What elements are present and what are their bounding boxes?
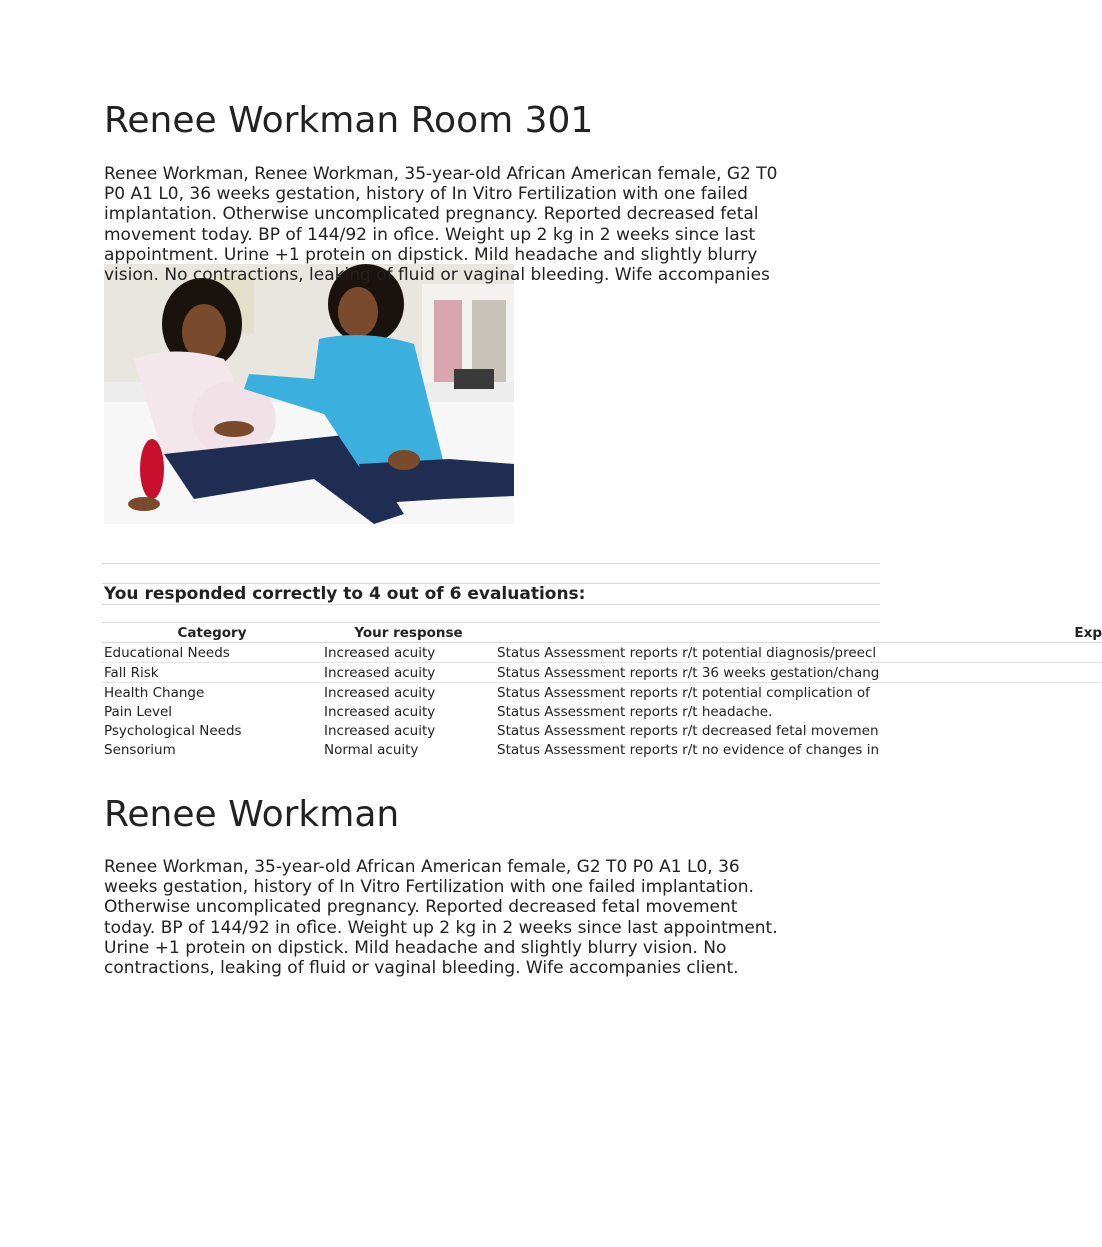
photo-right-face [338,287,378,337]
patient-photo [104,264,514,524]
cell-response: Increased acuity [322,663,495,683]
case-description: Renee Workman, Renee Workman, 35-year-old African American female, G2 T0 P0 A1 L0, 36 weeks gestation, history of In Vitro Fertilization with one failed implantation. Otherwise uncomplicated pregnancy. Reported decreased fetal movement today. BP of 144/92 in ofi̇̀ce. Weight up 2 kg in 2 weeks since last appointment. Urine +1 protein on dipstick. Mild headache and slightly blurry vision. No contractions, leaking of fluid or vaginal bleeding. Wife accompanies [104,164,778,286]
patient-photo-illustration [104,264,514,524]
photo-left-hands [214,421,254,437]
table-row [102,643,1102,663]
table-row [102,740,1102,759]
cell-explanation: Status Assessment reports r/t decreased fetal movemen [497,722,879,739]
cell-category: Educational Needs [102,643,322,663]
cell-explanation: Status Assessment reports r/t potential diagnosis/preecl [495,643,1102,663]
cell-response: Increased acuity [322,643,495,663]
cell-category: Pain Level [104,703,173,720]
cell-response: Increased acuity [324,722,436,739]
table-row [102,663,1102,683]
photo-red-pillow [140,439,164,499]
evaluation-summary: You responded correctly to 4 out of 6 evaluations: [104,584,586,604]
evaluation-table [102,624,1102,759]
photo-cushion [454,369,494,389]
cell-explanation: Status Assessment reports r/t potential complication of [497,684,870,701]
photo-right-hand [388,450,420,470]
case-title-room: Renee Workman Room 301 [104,100,594,141]
table-row [102,683,1102,703]
cell-explanation: Status Assessment reports r/t 36 weeks gestation/chang [495,663,1102,683]
table-row [102,721,1102,740]
cell-response: Increased acuity [324,703,436,720]
cell-category: Psychological Needs [104,722,242,739]
photo-left-face [182,304,226,360]
cell-explanation: Status Assessment reports r/t no evidence of changes in [497,741,880,758]
cell-category: Health Change [104,684,205,701]
photo-left-feet [128,497,160,511]
table-row [102,702,1102,721]
cell-category: Fall Risk [102,663,322,683]
divider-line [102,622,880,623]
divider-line [102,604,880,605]
header-explanation: Exp [495,624,1102,643]
case-title: Renee Workman [104,794,400,835]
divider-line [102,563,880,564]
cell-category: Sensorium [104,741,176,758]
cell-response: Increased acuity [324,684,436,701]
cell-response: Normal acuity [324,741,419,758]
table-header-row [102,624,1102,643]
cell-explanation: Status Assessment reports r/t headache. [497,703,773,720]
case-description-full: Renee Workman, 35-year-old African American female, G2 T0 P0 A1 L0, 36 weeks gestation, history of In Vitro Fertilization with one failed implantation. Otherwise uncomplicated pregnancy. Reported decreased fetal movement today. BP of 144/92 in ofi̇̀ce. Weight up 2 kg in 2 weeks since last appointment. Urine +1 protein on dipstick. Mild headache and slightly blurry vision. No contractions, leaking of fluid or vaginal bleeding. Wife accompanies client. [104,857,778,979]
header-your-response: Your response [322,624,495,643]
header-category: Category [102,624,322,643]
